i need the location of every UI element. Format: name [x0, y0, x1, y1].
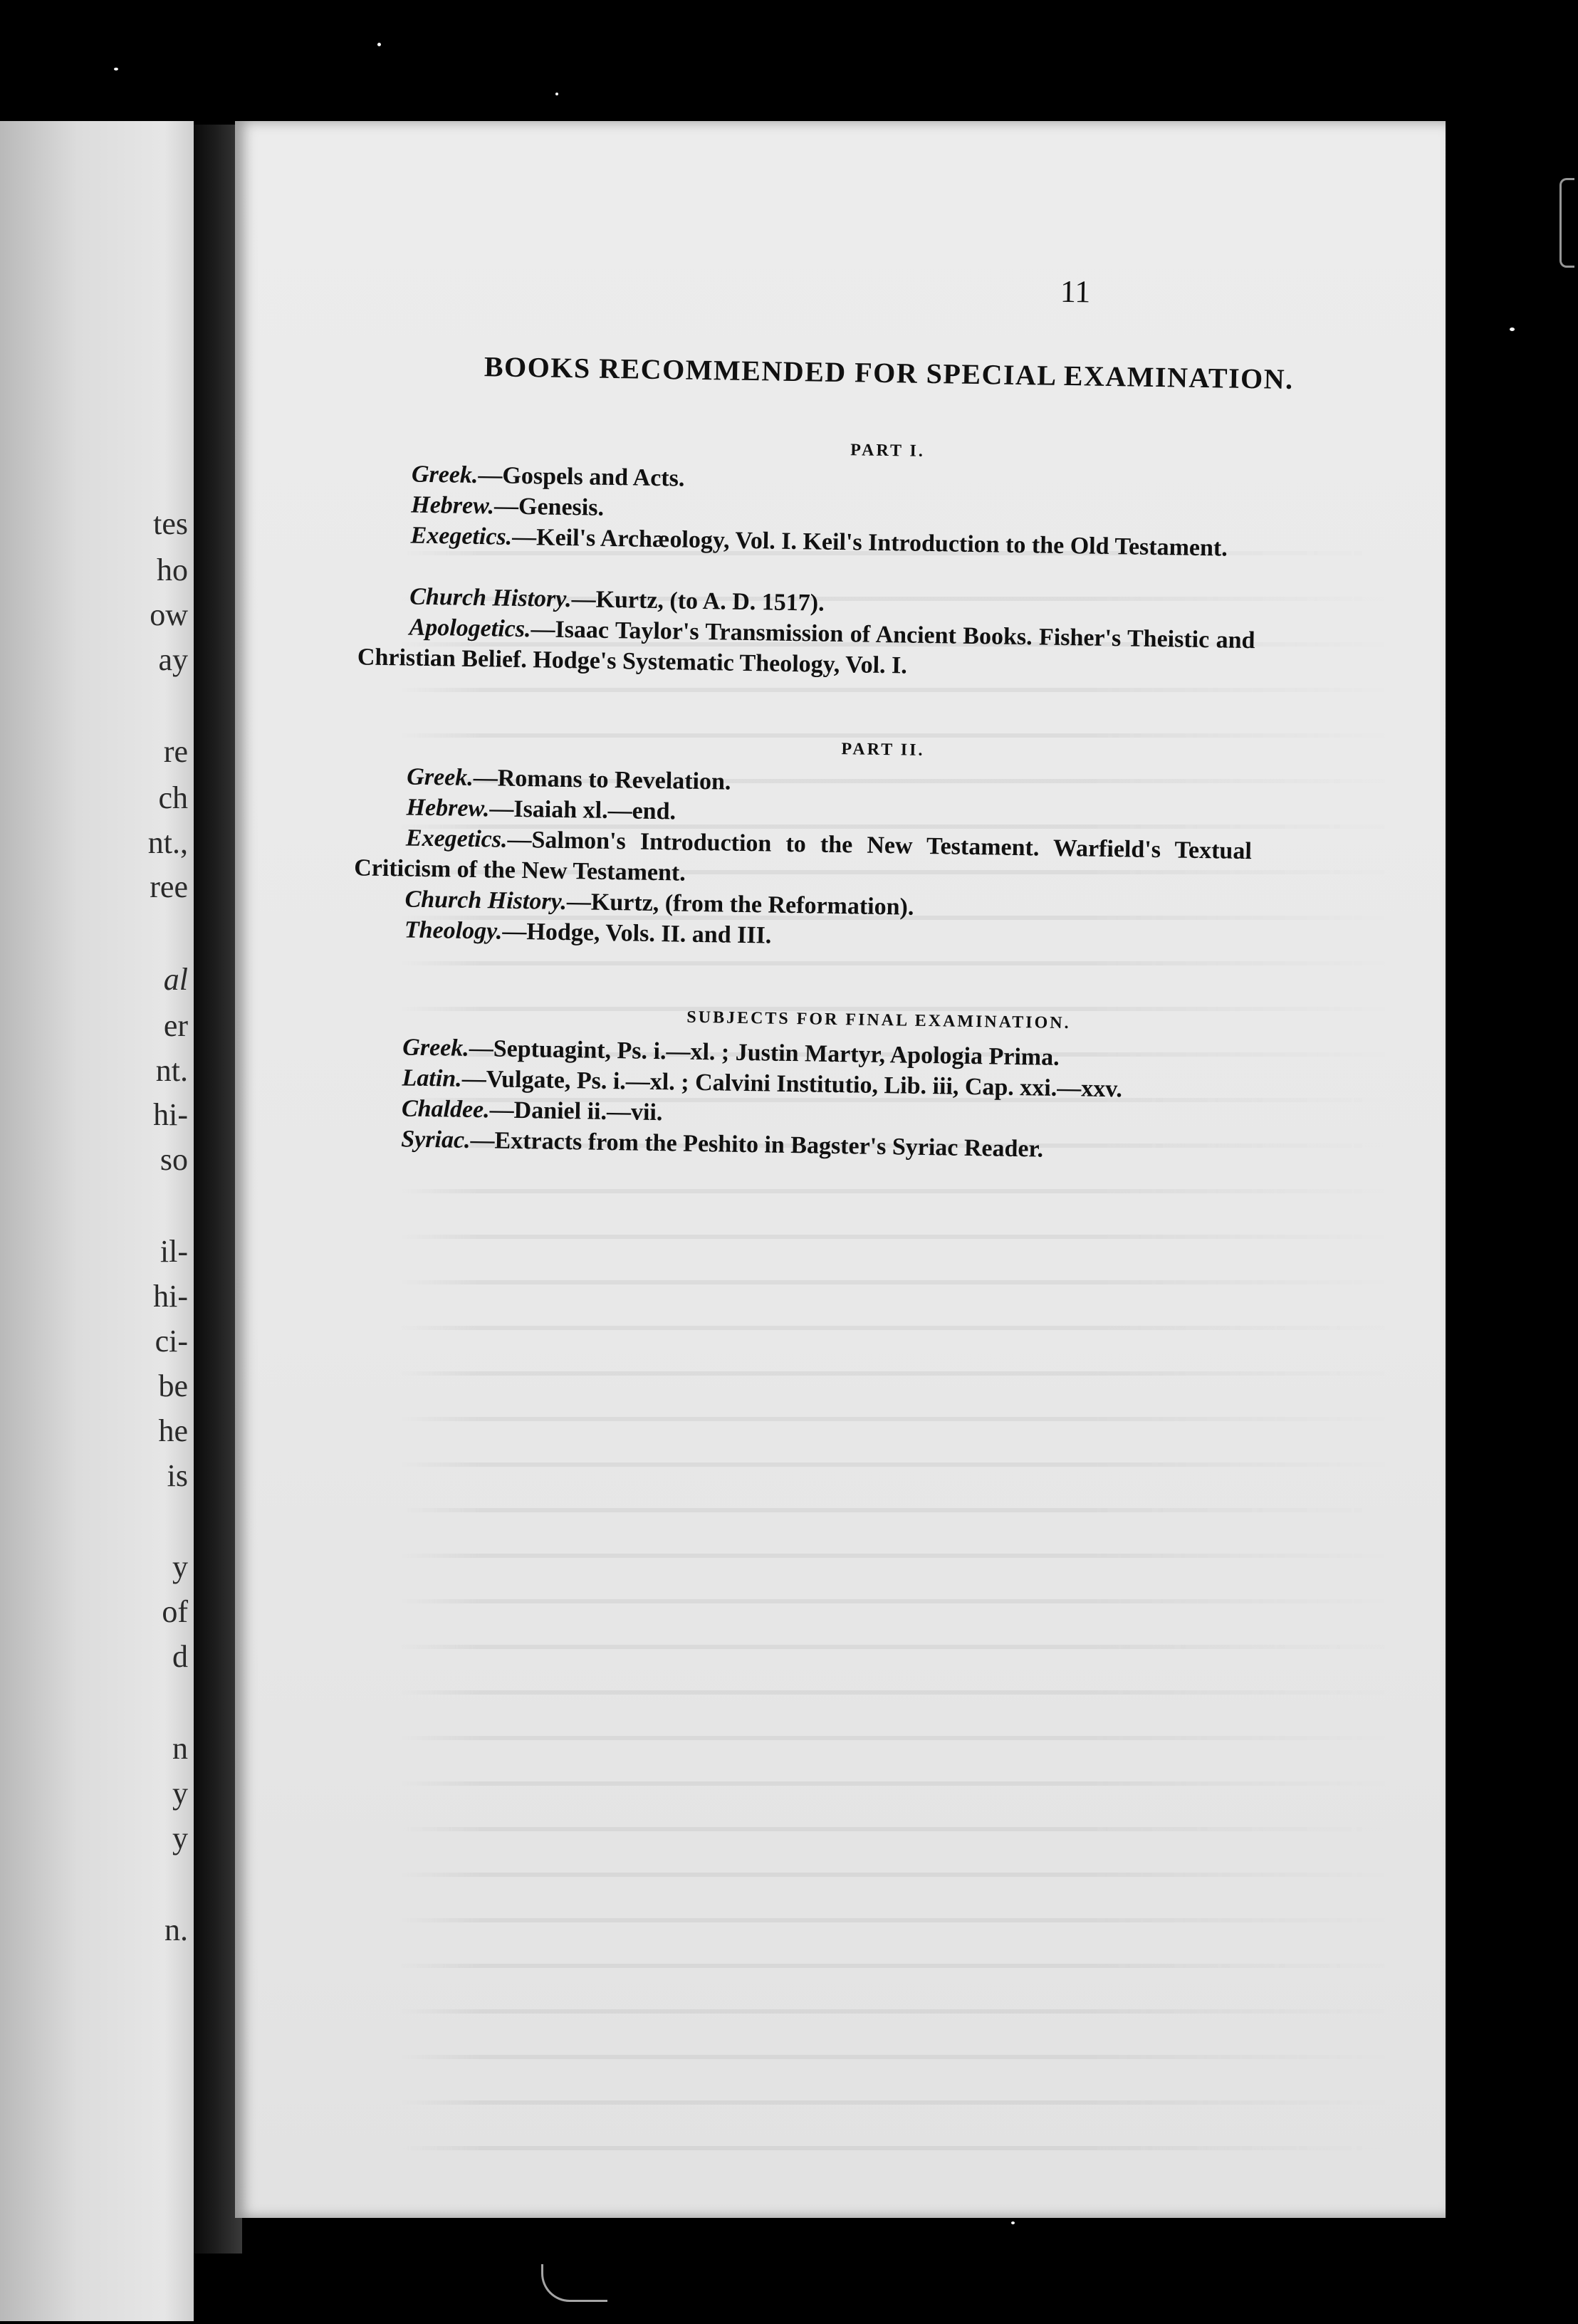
entry-text: —Vulgate, Ps. i.—xl. ; Calvini Institutio, Lib. iii, Cap. xxi.—xxv.: [461, 1065, 1123, 1103]
subject-label: Chaldee.: [401, 1095, 490, 1124]
subject-label: Church History.: [404, 886, 568, 916]
final-exam-title: SUBJECTS FOR FINAL EXAMINATION.: [686, 1007, 1071, 1033]
subject-label: Apologetics.: [409, 614, 531, 643]
left-page-fragment: y: [172, 1821, 188, 1855]
entry-text: —Gospels and Acts.: [478, 462, 685, 492]
subject-label: Church History.: [409, 583, 572, 613]
entry-text: —Isaiah xl.—end.: [489, 795, 676, 825]
left-page-fragment: ay: [158, 642, 188, 677]
subject-label: Theology.: [404, 916, 503, 945]
page-number: 11: [1060, 273, 1091, 310]
left-page-fragment: so: [160, 1142, 188, 1177]
entry-text: —Kurtz, (from the Reformation).: [566, 889, 914, 921]
entry-text: —Hodge, Vols. II. and III.: [502, 918, 772, 949]
left-page-fragment: al: [163, 962, 188, 997]
dust-speck: [114, 68, 118, 70]
dust-speck: [377, 43, 381, 46]
entry-text: —Salmon's Introduction to the New Testament. Warfield's Textual Criticism of the New Testament.: [353, 826, 1253, 886]
left-page-fragment: be: [158, 1368, 188, 1403]
left-page-fragment: nt.: [155, 1053, 188, 1088]
left-page-fragment: is: [167, 1458, 188, 1493]
left-page-fragment: nt.,: [147, 825, 188, 860]
subject-label: Greek.: [407, 763, 474, 791]
left-facing-page: [0, 121, 194, 2321]
left-page-fragment: ch: [158, 780, 188, 815]
part-1-title: PART I.: [850, 441, 926, 461]
left-page-fragment: re: [163, 734, 188, 769]
entry-text: —Keil's Archæology, Vol. I. Keil's Introduction to the Old Testament.: [511, 523, 1228, 562]
main-page: [235, 121, 1446, 2218]
left-page-fragment: er: [163, 1008, 188, 1043]
left-page-fragment: ow: [150, 597, 188, 632]
entry-text: —Isaac Taylor's Transmission of Ancient Books. Fisher's Theistic and Christian Belief. Hodge's Systematic Theology, Vol. I.: [357, 616, 1255, 679]
subject-label: Greek.: [402, 1034, 470, 1062]
dust-speck: [1510, 328, 1515, 331]
entry-text: —Daniel ii.—vii.: [489, 1096, 663, 1126]
subject-label: Hebrew.: [411, 491, 495, 520]
subject-label: Latin.: [402, 1064, 463, 1092]
part-2-title: PART II.: [841, 740, 925, 760]
edge-mark: [1559, 178, 1574, 268]
hair-scratch: [541, 2264, 607, 2302]
left-page-fragment: hi-: [153, 1279, 188, 1314]
subject-label: Greek.: [411, 461, 479, 489]
dust-speck: [555, 93, 558, 95]
dust-speck: [1011, 2221, 1015, 2224]
entry-text: —Septuagint, Ps. i.—xl. ; Justin Martyr, Apologia Prima.: [469, 1035, 1060, 1071]
left-page-fragment: d: [172, 1639, 188, 1674]
entry-text: —Romans to Revelation.: [473, 764, 731, 795]
left-page-fragment: n: [172, 1731, 188, 1766]
subject-label: Exegetics.: [405, 825, 508, 853]
entry-part1-apologetics: [357, 611, 1255, 686]
left-page-fragment: il-: [160, 1234, 188, 1269]
left-page-fragment: ci-: [155, 1324, 188, 1359]
left-page-fragment: hi-: [153, 1097, 188, 1132]
left-page-fragment: y: [172, 1776, 188, 1811]
left-page-fragment: tes: [153, 506, 188, 541]
subject-label: Exegetics.: [410, 522, 513, 550]
left-page-fragment: n.: [164, 1912, 188, 1947]
entry-text: —Genesis.: [493, 493, 605, 521]
entry-text: —Extracts from the Peshito in Bagster's Syriac Reader.: [470, 1126, 1044, 1163]
left-page-fragment: y: [172, 1549, 188, 1584]
printed-text: [333, 112, 1420, 2222]
left-page-fragment: of: [162, 1594, 188, 1629]
left-page-fragment: he: [158, 1413, 188, 1448]
entry-text: —Kurtz, (to A. D. 1517).: [571, 586, 825, 617]
left-page-fragment: ree: [150, 869, 188, 904]
subject-label: Hebrew.: [406, 794, 490, 822]
page-title: BOOKS RECOMMENDED FOR SPECIAL EXAMINATION.: [484, 350, 1294, 395]
left-page-fragment: ho: [157, 553, 188, 587]
subject-label: Syriac.: [401, 1126, 471, 1153]
